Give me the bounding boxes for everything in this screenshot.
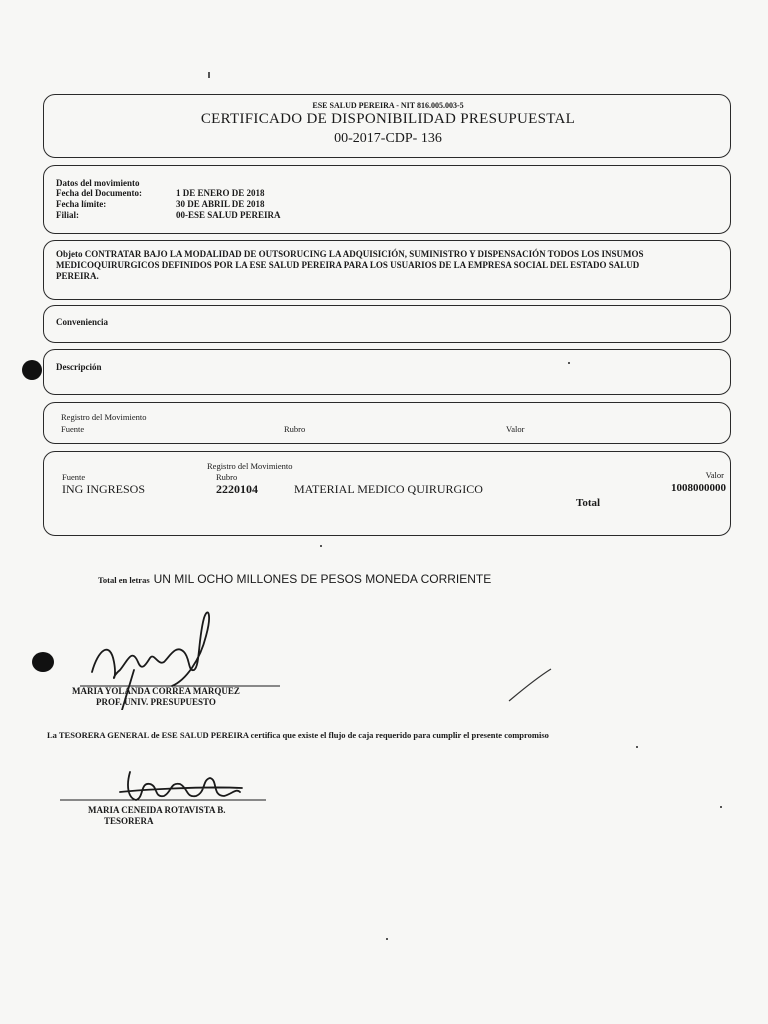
- branch-value: 00-ESE SALUD PEREIRA: [176, 210, 281, 220]
- signature-1-name: MARIA YOLANDA CORREA MARQUEZ: [72, 686, 240, 696]
- scan-speck: [568, 362, 570, 364]
- registry-col-source: Fuente: [62, 472, 86, 482]
- registry-row-item-name: MATERIAL MEDICO QUIRURGICO: [294, 482, 483, 496]
- registry-box: [43, 451, 731, 536]
- registry-header-box: [43, 402, 731, 444]
- registry-col-item: Rubro: [216, 472, 238, 482]
- registry-row-item-code: 2220104: [216, 482, 258, 496]
- object-text-2: MEDICOQUIRURGICOS DEFINIDOS POR LA ESE SALUD PEREIRA PARA LOS USUARIOS DE LA EMPRESA SOCIAL DEL ESTADO SALUD: [56, 260, 640, 270]
- scan-speck: [636, 746, 638, 748]
- limit-date-label: Fecha límite:: [56, 199, 107, 209]
- object-label: Objeto: [56, 249, 83, 259]
- description-box: [43, 349, 731, 395]
- entity-line: ESE SALUD PEREIRA - NIT 816.005.003-5: [312, 101, 464, 110]
- total-words-line: [98, 570, 491, 588]
- movement-box: [43, 165, 731, 234]
- object-text-3: PEREIRA.: [56, 271, 99, 281]
- object-line-1: [56, 249, 644, 259]
- description-label: Descripción: [56, 362, 102, 372]
- object-text-1: CONTRATAR BAJO LA MODALIDAD DE OUTSORUCING LA ADQUISICIÓN, SUMINISTRO Y DISPENSACIÓN TODOS LOS INSUMOS: [84, 249, 644, 259]
- registry-row-value: 1008000000: [671, 482, 726, 494]
- registry-total-label: Total: [576, 497, 601, 509]
- scan-speck: [386, 938, 388, 940]
- doc-date-value: 1 DE ENERO DE 2018: [176, 188, 265, 198]
- scan-speck: [320, 545, 322, 547]
- total-words-value: UN MIL OCHO MILLONES DE PESOS MONEDA CORRIENTE: [153, 572, 492, 586]
- registry-header-source: Fuente: [61, 424, 85, 434]
- limit-date-value: 30 DE ABRIL DE 2018: [176, 199, 265, 209]
- registry-title: Registro del Movimiento: [207, 461, 293, 471]
- movement-section-label: Datos del movimiento: [56, 178, 140, 188]
- signature-2-role: TESORERA: [104, 816, 154, 826]
- scan-hole-mark: [32, 652, 54, 672]
- signature-2-name: MARIA CENEIDA ROTAVISTA B.: [88, 805, 226, 815]
- registry-header-value: Valor: [506, 424, 525, 434]
- convenience-label: Conveniencia: [56, 317, 109, 327]
- total-words-label: Total en letras: [98, 575, 150, 585]
- doc-date-label: Fecha del Documento:: [56, 188, 142, 198]
- registry-header-item: Rubro: [284, 424, 306, 434]
- signature-1-role: PROF. UNIV. PRESUPUESTO: [96, 697, 216, 707]
- scan-speck: [720, 806, 722, 808]
- object-box: [43, 240, 731, 300]
- scan-stray-mark: [505, 665, 555, 705]
- registry-row-source: ING INGRESOS: [62, 482, 146, 496]
- branch-label: Filial:: [56, 210, 79, 220]
- convenience-box: [43, 305, 731, 343]
- scan-hole-mark: [22, 360, 42, 380]
- scan-speck: [208, 72, 210, 78]
- header-box: [43, 94, 731, 158]
- certification-text: La TESORERA GENERAL de ESE SALUD PEREIRA certifica que existe el flujo de caja requerido para cumplir el presente compromiso: [47, 730, 549, 740]
- document-code: 00-2017-CDP- 136: [334, 131, 442, 146]
- registry-col-value: Valor: [705, 470, 724, 480]
- registry-header-title: Registro del Movimiento: [61, 412, 147, 422]
- document-title: CERTIFICADO DE DISPONIBILIDAD PRESUPUESTAL: [200, 111, 576, 127]
